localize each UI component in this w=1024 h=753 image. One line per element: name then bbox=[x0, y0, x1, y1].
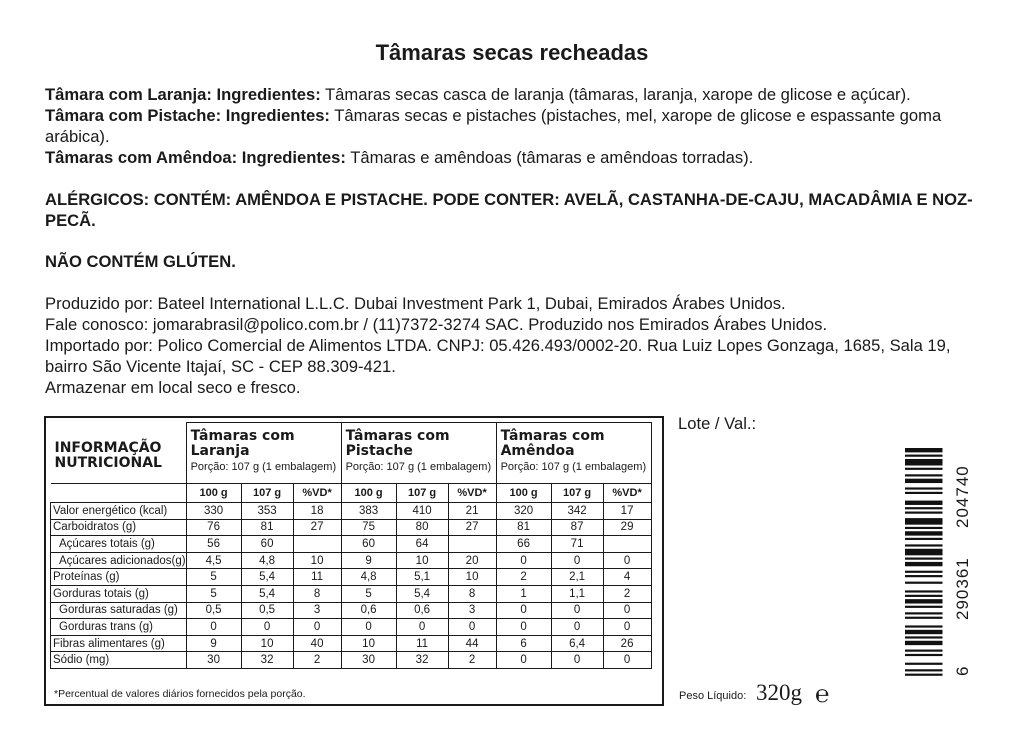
nutrient-value: 0,6 bbox=[341, 602, 396, 619]
barcode-digit-0: 6 bbox=[953, 665, 972, 676]
table-row bbox=[51, 602, 652, 619]
column-header: 100 g bbox=[341, 484, 396, 503]
ingredient-line bbox=[45, 84, 990, 105]
ingredient-name: Tâmaras com Amêndoa: Ingredientes: bbox=[45, 148, 346, 167]
barcode-bar bbox=[905, 617, 943, 619]
nutrient-value: 0 bbox=[551, 602, 603, 619]
nutrient-value: 0 bbox=[496, 552, 551, 569]
ingredients-section bbox=[45, 84, 990, 168]
ingredient-text: Tâmaras e amêndoas (tâmaras e amêndoas torradas). bbox=[345, 148, 754, 167]
nutrient-label: Gorduras saturadas (g) bbox=[51, 602, 187, 619]
nutrient-value: 0 bbox=[396, 619, 448, 636]
product-name: Tâmaras com Pistache bbox=[345, 428, 450, 459]
nutrient-value: 1 bbox=[496, 585, 551, 602]
product-portion: Porção: 107 g (1 embalagem) bbox=[500, 461, 647, 473]
table-row bbox=[51, 536, 652, 553]
nutrient-value: 9 bbox=[186, 635, 241, 652]
barcode-bar bbox=[905, 448, 943, 452]
product-name: Tâmaras com Amêndoa bbox=[500, 428, 605, 459]
nutrition-heading-text: INFORMAÇÃO NUTRICIONAL bbox=[54, 439, 162, 471]
nutrient-value: 0 bbox=[603, 552, 651, 569]
nutrition-table bbox=[50, 422, 652, 669]
barcode-bar bbox=[905, 474, 943, 476]
barcode-bar bbox=[905, 582, 943, 584]
nutrient-value: 2 bbox=[448, 652, 496, 669]
nutrient-label: Proteínas (g) bbox=[51, 569, 187, 586]
nutrient-value: 2 bbox=[603, 585, 651, 602]
nutrient-value: 60 bbox=[341, 536, 396, 553]
nutrient-value: 383 bbox=[341, 503, 396, 520]
estimated-sign-icon: ℮ bbox=[815, 682, 830, 708]
barcode-bar bbox=[905, 518, 943, 525]
product-header bbox=[496, 423, 651, 484]
barcode-bar bbox=[905, 595, 943, 597]
column-header: 107 g bbox=[551, 484, 603, 503]
nutrient-value: 81 bbox=[241, 519, 293, 536]
nutrient-value: 0,6 bbox=[396, 602, 448, 619]
nutrient-value: 64 bbox=[396, 536, 448, 553]
nutrient-value: 0,5 bbox=[186, 602, 241, 619]
nutrient-value: 4,8 bbox=[241, 552, 293, 569]
nutrient-value: 80 bbox=[396, 519, 448, 536]
gluten-text: NÃO CONTÉM GLÚTEN. bbox=[45, 252, 236, 271]
barcode-bar bbox=[905, 492, 943, 494]
barcode-bar bbox=[905, 654, 943, 656]
nutrient-value: 4,5 bbox=[186, 552, 241, 569]
nutrient-value: 27 bbox=[448, 519, 496, 536]
barcode-digit-1: 290361 bbox=[953, 557, 972, 620]
nutrient-value: 330 bbox=[186, 503, 241, 520]
nutrient-value: 32 bbox=[241, 652, 293, 669]
ingredient-name: Tâmara com Pistache: Ingredientes: bbox=[45, 106, 330, 125]
table-row bbox=[51, 519, 652, 536]
barcode-bar bbox=[905, 538, 943, 540]
nutrient-value: 56 bbox=[186, 536, 241, 553]
product-header bbox=[341, 423, 496, 484]
product-portion: Porção: 107 g (1 embalagem) bbox=[190, 461, 337, 473]
nutrient-value: 0 bbox=[551, 652, 603, 669]
nutrient-value: 5,4 bbox=[396, 585, 448, 602]
nutrient-value: 40 bbox=[293, 635, 341, 652]
nutrient-value: 60 bbox=[241, 536, 293, 553]
barcode-bar bbox=[905, 663, 943, 665]
column-header: 100 g bbox=[186, 484, 241, 503]
column-header: %VD* bbox=[448, 484, 496, 503]
column-header: 107 g bbox=[396, 484, 448, 503]
nutrient-value: 9 bbox=[341, 552, 396, 569]
nutrient-label: Gorduras totais (g) bbox=[51, 585, 187, 602]
barcode-bar bbox=[905, 575, 943, 577]
table-row bbox=[51, 585, 652, 602]
barcode-bar bbox=[905, 531, 943, 535]
ingredient-line bbox=[45, 147, 990, 168]
nutrient-value: 0 bbox=[341, 619, 396, 636]
nutrient-value: 30 bbox=[341, 652, 396, 669]
barcode-digit-2: 204740 bbox=[953, 465, 972, 528]
barcode-bar bbox=[905, 599, 943, 603]
nutrient-value bbox=[603, 536, 651, 553]
nutrient-value: 0 bbox=[496, 619, 551, 636]
nutrient-value: 71 bbox=[551, 536, 603, 553]
nutrient-label: Carboidratos (g) bbox=[51, 519, 187, 536]
barcode-bar bbox=[905, 571, 943, 573]
nutrient-value: 3 bbox=[448, 602, 496, 619]
barcode-bar bbox=[905, 459, 943, 466]
nutrition-table-box bbox=[44, 416, 664, 706]
empty-cell bbox=[51, 484, 187, 503]
product-portion: Porção: 107 g (1 embalagem) bbox=[345, 461, 492, 473]
table-row bbox=[51, 635, 652, 652]
lote-label: Lote / Val.: bbox=[678, 414, 757, 433]
table-row bbox=[51, 569, 652, 586]
barcode-bar bbox=[905, 625, 943, 627]
nutrient-value: 18 bbox=[293, 503, 341, 520]
nutrient-label: Açúcares totais (g) bbox=[51, 536, 187, 553]
table-row bbox=[51, 652, 652, 669]
nutrient-value: 6 bbox=[496, 635, 551, 652]
nutrient-value: 11 bbox=[293, 569, 341, 586]
nutrient-value: 0,5 bbox=[241, 602, 293, 619]
barcode-bar bbox=[905, 544, 943, 546]
nutrient-value: 2 bbox=[293, 652, 341, 669]
nutrient-value: 30 bbox=[186, 652, 241, 669]
nutrient-value: 320 bbox=[496, 503, 551, 520]
ingredient-name: Tâmara com Laranja: Ingredientes: bbox=[45, 85, 321, 104]
nutrient-value: 342 bbox=[551, 503, 603, 520]
barcode-bar bbox=[905, 674, 943, 676]
nutrient-value: 4 bbox=[603, 569, 651, 586]
nutrient-value: 0 bbox=[186, 619, 241, 636]
nutrient-value: 0 bbox=[603, 652, 651, 669]
ingredient-text: Tâmaras secas e pistaches (pistaches, mel, xarope de glicose e espassante goma arábica). bbox=[45, 106, 942, 146]
barcode-bar bbox=[905, 507, 943, 509]
column-header: 100 g bbox=[496, 484, 551, 503]
nutrient-value: 8 bbox=[448, 585, 496, 602]
nutrient-value: 20 bbox=[448, 552, 496, 569]
nutrient-value: 81 bbox=[496, 519, 551, 536]
barcode-bar bbox=[905, 641, 943, 645]
nutrient-value: 410 bbox=[396, 503, 448, 520]
barcode-bar bbox=[905, 669, 943, 671]
nutrition-footnote: *Percentual de valores diários fornecidos pela porção. bbox=[54, 688, 306, 700]
barcode-bar bbox=[905, 606, 943, 608]
barcode-bar bbox=[905, 636, 943, 638]
barcode-bar bbox=[905, 558, 943, 560]
nutrient-label: Valor energético (kcal) bbox=[51, 503, 187, 520]
net-weight-value: 320g bbox=[756, 680, 802, 705]
net-weight-label: Peso Líquido: bbox=[679, 690, 747, 702]
product-header bbox=[186, 423, 341, 484]
barcode-bar bbox=[905, 650, 943, 652]
nutrient-value: 8 bbox=[293, 585, 341, 602]
product-name: Tâmaras com Laranja bbox=[190, 428, 295, 459]
nutrient-value: 3 bbox=[293, 602, 341, 619]
nutrient-value: 10 bbox=[341, 635, 396, 652]
barcode-bar bbox=[905, 549, 943, 556]
nutrient-label: Sódio (mg) bbox=[51, 652, 187, 669]
barcode-bar bbox=[905, 512, 943, 514]
nutrient-value: 10 bbox=[241, 635, 293, 652]
nutrient-value: 27 bbox=[293, 519, 341, 536]
barcode-bar bbox=[905, 630, 943, 634]
nutrient-value: 5 bbox=[341, 585, 396, 602]
nutrient-value: 76 bbox=[186, 519, 241, 536]
nutrient-value: 5,4 bbox=[241, 569, 293, 586]
nutrient-value: 0 bbox=[551, 619, 603, 636]
nutrient-value: 0 bbox=[293, 619, 341, 636]
nutrient-value: 44 bbox=[448, 635, 496, 652]
table-row bbox=[51, 503, 652, 520]
nutrient-value: 0 bbox=[603, 602, 651, 619]
producer-line: Importado por: Polico Comercial de Alimentos LTDA. CNPJ: 05.426.493/0002-20. Rua Luiz Lopes Gonzaga, 1685, Sala 19, bairro São Vicente Itajaí, SC - CEP 88.309-421. bbox=[45, 336, 951, 376]
nutrient-value: 0 bbox=[496, 652, 551, 669]
nutrient-value: 17 bbox=[603, 503, 651, 520]
barcode-bar bbox=[905, 590, 943, 592]
nutrient-value: 21 bbox=[448, 503, 496, 520]
nutrient-value: 32 bbox=[396, 652, 448, 669]
nutrient-value bbox=[293, 536, 341, 553]
barcode-bar bbox=[905, 527, 943, 529]
nutrient-value: 0 bbox=[551, 552, 603, 569]
producer-line: Fale conosco: jomarabrasil@polico.com.br / (11)7372-3274 SAC. Produzido nos Emirados Árabes Unidos. bbox=[45, 315, 828, 334]
nutrient-value: 26 bbox=[603, 635, 651, 652]
page-title: Tâmaras secas recheadas bbox=[375, 40, 649, 65]
barcode-bar bbox=[905, 501, 943, 505]
nutrient-value bbox=[448, 536, 496, 553]
nutrient-value: 10 bbox=[293, 552, 341, 569]
table-row bbox=[51, 619, 652, 636]
nutrient-label: Gorduras trans (g) bbox=[51, 619, 187, 636]
nutrient-value: 0 bbox=[603, 619, 651, 636]
nutrient-value: 5,4 bbox=[241, 585, 293, 602]
nutrient-label: Açúcares adicionados(g) bbox=[51, 552, 187, 569]
column-header: %VD* bbox=[293, 484, 341, 503]
barcode-bar bbox=[905, 487, 943, 489]
barcode-bar bbox=[905, 562, 943, 566]
nutrient-value: 75 bbox=[341, 519, 396, 536]
barcode-bar bbox=[905, 468, 943, 470]
producer-section bbox=[45, 293, 990, 398]
barcode-bar bbox=[905, 612, 943, 614]
column-header: 107 g bbox=[241, 484, 293, 503]
ingredient-line bbox=[45, 105, 990, 147]
allergens-text: ALÉRGICOS: CONTÉM: AMÊNDOA E PISTACHE. PODE CONTER: AVELÃ, CASTANHA-DE-CAJU, MACADÂMIA E NOZ-PECÃ. bbox=[45, 190, 973, 230]
barcode-bar bbox=[905, 479, 943, 483]
nutrient-value: 0 bbox=[241, 619, 293, 636]
nutrient-value: 5 bbox=[186, 569, 241, 586]
nutrient-value: 2,1 bbox=[551, 569, 603, 586]
nutrient-value: 2 bbox=[496, 569, 551, 586]
nutrient-value: 353 bbox=[241, 503, 293, 520]
nutrient-value: 1,1 bbox=[551, 585, 603, 602]
table-row bbox=[51, 552, 652, 569]
nutrient-value: 6,4 bbox=[551, 635, 603, 652]
nutrient-value: 11 bbox=[396, 635, 448, 652]
nutrition-heading bbox=[51, 423, 187, 484]
nutrient-value: 5 bbox=[186, 585, 241, 602]
nutrient-value: 10 bbox=[396, 552, 448, 569]
nutrient-value: 4,8 bbox=[341, 569, 396, 586]
nutrient-value: 10 bbox=[448, 569, 496, 586]
nutrient-value: 66 bbox=[496, 536, 551, 553]
nutrient-label: Fibras alimentares (g) bbox=[51, 635, 187, 652]
nutrient-value: 5,1 bbox=[396, 569, 448, 586]
barcode-bar bbox=[905, 455, 943, 457]
nutrient-value: 0 bbox=[496, 602, 551, 619]
producer-line: Produzido por: Bateel International L.L.C. Dubai Investment Park 1, Dubai, Emirados Árabes Unidos. bbox=[45, 294, 786, 313]
ingredient-text: Tâmaras secas casca de laranja (tâmaras, laranja, xarope de glicose e açúcar). bbox=[320, 85, 911, 104]
nutrient-value: 87 bbox=[551, 519, 603, 536]
producer-line: Armazenar em local seco e fresco. bbox=[45, 378, 301, 397]
column-header: %VD* bbox=[603, 484, 651, 503]
nutrient-value: 0 bbox=[448, 619, 496, 636]
nutrient-value: 29 bbox=[603, 519, 651, 536]
